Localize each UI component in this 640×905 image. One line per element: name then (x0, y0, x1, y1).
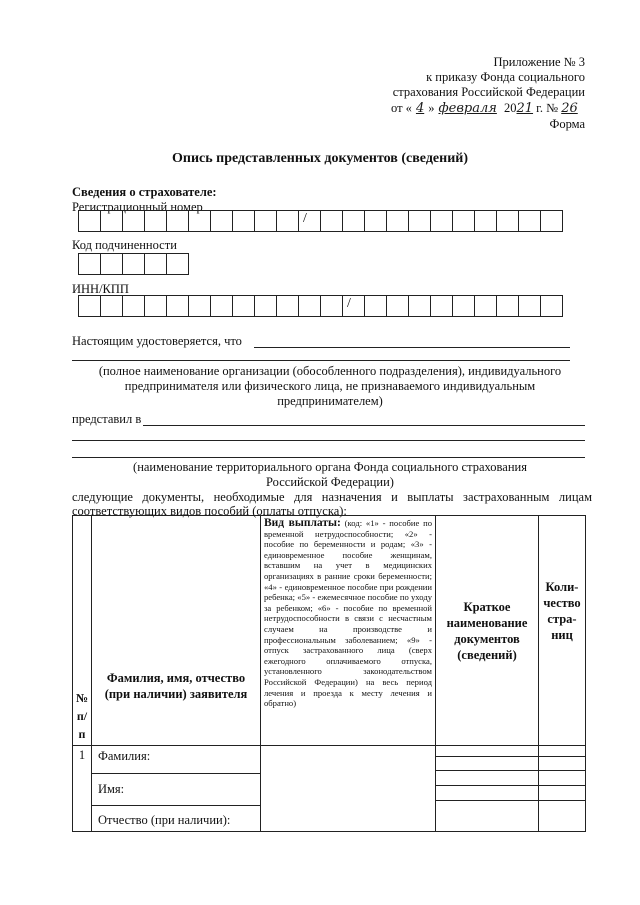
following-docs-line-2: соответствующих видов пособий (оплаты отпуска): (72, 504, 347, 518)
cell[interactable] (166, 210, 189, 232)
reg-slash: / (303, 211, 307, 226)
cell[interactable] (386, 295, 409, 317)
order-number-handwritten: 26 (561, 101, 578, 116)
cell[interactable] (188, 210, 211, 232)
certify-text: Настоящим удостоверяется, что (72, 334, 242, 348)
reg-number-cells[interactable] (78, 210, 563, 232)
fss-caption-1: (наименование территориального органа Фонда социального страхования (133, 460, 527, 474)
cell[interactable] (540, 210, 563, 232)
cell[interactable] (144, 295, 167, 317)
fss-body-line[interactable] (143, 425, 585, 426)
cell[interactable] (144, 253, 167, 275)
cell[interactable] (408, 210, 431, 232)
insurer-heading: Сведения о страхователе: (72, 185, 217, 199)
cell[interactable] (188, 295, 211, 317)
org-name-line-2[interactable] (72, 360, 570, 361)
following-docs-line-1: следующие документы, необходимые для назначения и выплаты застрахованным лицам (72, 490, 592, 504)
inn-kpp-label: ИНН/КПП (72, 282, 129, 296)
cell[interactable] (430, 295, 453, 317)
table-row (73, 746, 586, 832)
cell[interactable] (496, 210, 519, 232)
cell[interactable] (144, 210, 167, 232)
cell[interactable] (298, 210, 321, 232)
cell[interactable] (78, 210, 101, 232)
header-doc-names: Краткое наименование документов (сведений) (436, 516, 539, 746)
patronymic-field[interactable]: Отчество (при наличии): (98, 813, 231, 827)
given-name-field[interactable]: Имя: (92, 774, 260, 806)
subordination-code-cells[interactable] (78, 253, 189, 275)
page-title: Опись представленных документов (сведений) (172, 151, 468, 166)
cell[interactable] (210, 210, 233, 232)
cell[interactable] (100, 210, 123, 232)
cell[interactable] (342, 210, 365, 232)
cell[interactable] (276, 295, 299, 317)
cell[interactable] (496, 295, 519, 317)
cell[interactable] (232, 210, 255, 232)
subordination-code-label: Код подчиненности (72, 238, 177, 252)
cell[interactable] (78, 295, 101, 317)
cell[interactable] (474, 210, 497, 232)
org-caption-2: предпринимателя или физического лица, не признаваемого индивидуальным (124, 379, 536, 393)
cell[interactable] (320, 295, 343, 317)
cell[interactable] (342, 295, 365, 317)
cell[interactable] (122, 295, 145, 317)
cell[interactable] (452, 295, 475, 317)
cell[interactable] (100, 295, 123, 317)
cell[interactable] (320, 210, 343, 232)
cell[interactable] (122, 210, 145, 232)
cell[interactable] (452, 210, 475, 232)
page-count-cell[interactable] (539, 746, 586, 832)
cell[interactable] (254, 210, 277, 232)
header-full-name: Фамилия, имя, отчество (при наличии) заявителя (92, 516, 261, 746)
header-number: № п/ п (73, 516, 92, 746)
cell[interactable] (518, 210, 541, 232)
submitted-to-text: представил в (72, 412, 142, 426)
cell[interactable] (232, 295, 255, 317)
org-name-line[interactable] (254, 347, 570, 348)
header-payment-type: Вид выплаты: (код: «1» - пособие по временной нетрудоспособности; «2» - пособие по беременности и родам; «3» - единовременное пособие женщинам, вставшим на учет в медицинских организациях в ранние сроки беременности; «4» - единовременное пособие при рождении ребенка; «5» - ежемесячное пособие по уходу за ребенком; «6» - пособие по временной нетрудоспособности в связи с несчастным случаем на производстве и профессиональным заболеванием; «9» - отпуск застрахованного лица (сверх ежегодного оплачиваемого отпуска, установленного законодательством Российской Федерации) на весь период лечения и проезда к месту лечения и обратно) (261, 516, 436, 746)
fss-caption-2: Российской Федерации) (266, 475, 394, 489)
cell[interactable] (298, 295, 321, 317)
cell[interactable] (276, 210, 299, 232)
cell[interactable] (474, 295, 497, 317)
fss-body-line-2[interactable] (72, 440, 585, 441)
surname-field[interactable]: Фамилия: (92, 746, 260, 774)
org-caption-3: предпринимателем) (277, 394, 383, 408)
doc-names-cell[interactable] (436, 746, 539, 832)
cell[interactable] (430, 210, 453, 232)
cell[interactable] (408, 295, 431, 317)
inn-slash: / (347, 296, 351, 311)
documents-table (72, 515, 586, 832)
cell[interactable] (166, 295, 189, 317)
cell[interactable] (518, 295, 541, 317)
date-month-handwritten: февраля (438, 101, 497, 116)
table-header-row (73, 516, 586, 746)
payment-type-cell[interactable] (261, 746, 436, 832)
reg-number-label: Регистрационный номер (72, 200, 203, 214)
date-day-handwritten: 4 (415, 101, 425, 116)
order-line-1: к приказу Фонда социального (426, 70, 585, 84)
cell[interactable] (540, 295, 563, 317)
cell[interactable] (78, 253, 101, 275)
cell[interactable] (100, 253, 123, 275)
applicant-name-cell (92, 746, 261, 832)
org-caption-1: (полное наименование организации (обособленного подразделения), индивидуального (98, 364, 562, 378)
fss-body-line-3[interactable] (72, 457, 585, 458)
appendix-number: Приложение № 3 (493, 55, 585, 69)
cell[interactable] (166, 253, 189, 275)
cell[interactable] (364, 210, 387, 232)
cell[interactable] (364, 295, 387, 317)
form-label: Форма (549, 117, 585, 131)
order-date: от « 4 » февраля 2021 г. № 26 (391, 101, 578, 116)
cell[interactable] (210, 295, 233, 317)
date-year-handwritten: 21 (516, 101, 534, 116)
inn-kpp-cells[interactable] (78, 295, 563, 317)
order-line-2: страхования Российской Федерации (392, 85, 585, 99)
header-page-count: Коли-чество стра-ниц (539, 516, 586, 746)
cell[interactable] (122, 253, 145, 275)
row-number: 1 (73, 746, 92, 832)
cell[interactable] (386, 210, 409, 232)
cell[interactable] (254, 295, 277, 317)
